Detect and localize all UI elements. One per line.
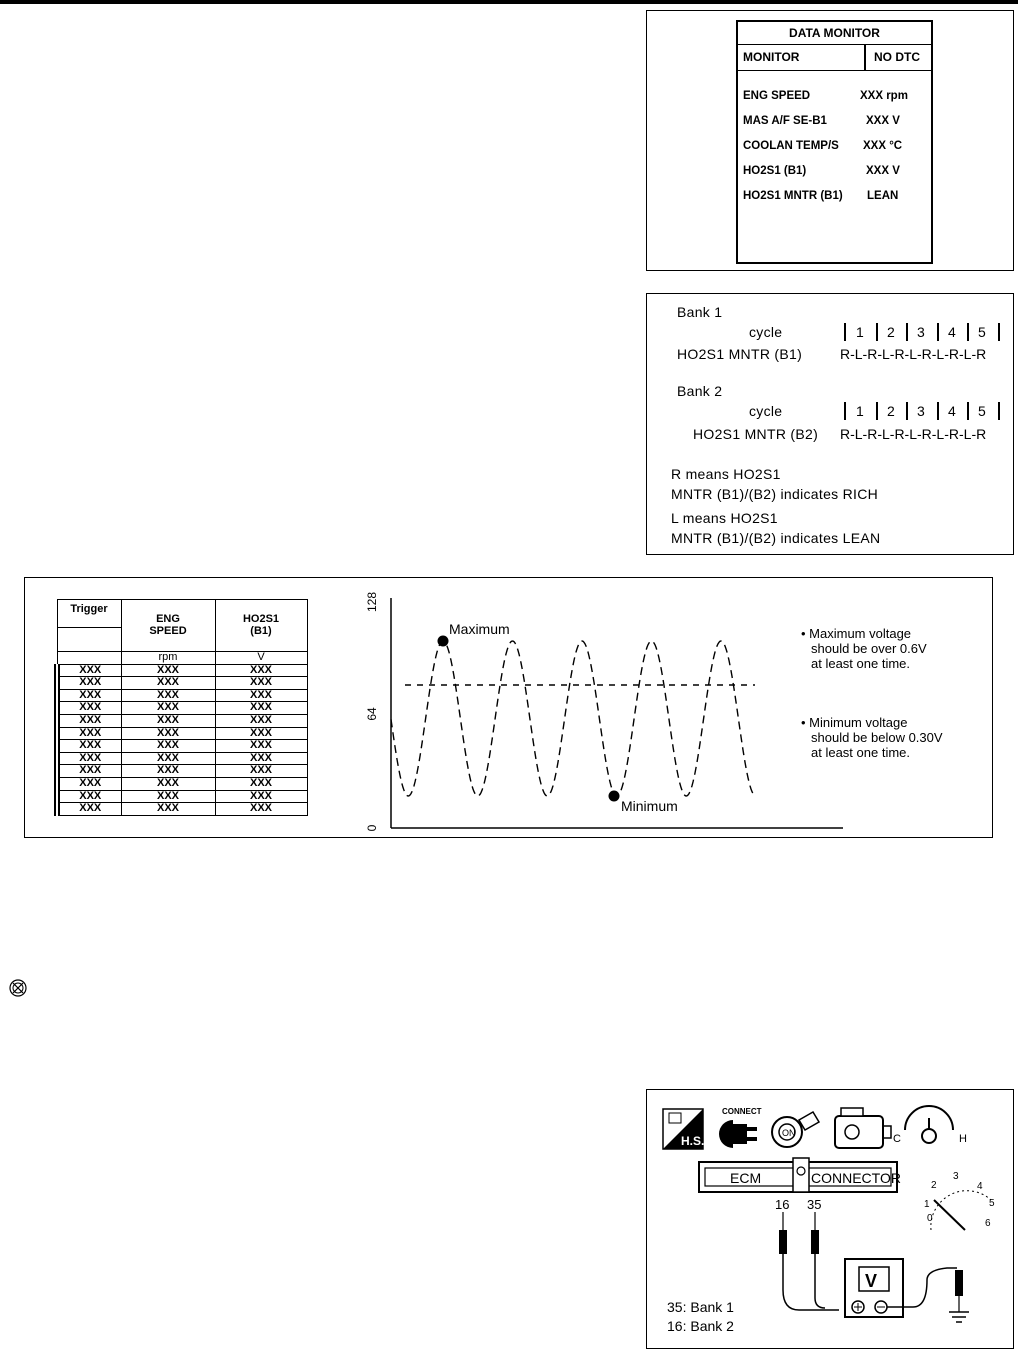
cycle-number: 1 (856, 403, 864, 419)
table-cell: XXX (121, 714, 215, 727)
monitor-item-name: COOLAN TEMP/S (743, 140, 839, 152)
voltmeter (845, 1259, 903, 1317)
data-monitor-screen (736, 20, 933, 264)
table-cell: XXX (215, 664, 307, 677)
inspection-icon (8, 978, 28, 998)
max-voltage-note (801, 626, 927, 671)
table-cell: XXX (121, 702, 215, 715)
table-cell: XXX (57, 777, 121, 790)
table-cell: XXX (121, 664, 215, 677)
pin-16-label: 16 (775, 1197, 790, 1212)
table-cell: XXX (57, 765, 121, 778)
table-cell: XXX (121, 752, 215, 765)
table-cell: XXX (215, 702, 307, 715)
table-cell: XXX (215, 714, 307, 727)
minimum-label: Minimum (621, 798, 678, 814)
cycle-label: cycle (749, 403, 783, 419)
table-cell: XXX (121, 740, 215, 753)
note-line: at least one time. (811, 656, 910, 671)
note-line: • Minimum voltage (801, 715, 908, 730)
table-cell: XXX (215, 677, 307, 690)
monitor-item-name: HO2S1 MNTR (B1) (743, 190, 843, 202)
monitor-item-value: LEAN (867, 190, 899, 202)
table-cell: XXX (215, 752, 307, 765)
ecm-connector-figure (646, 1089, 1014, 1349)
cycle-number: 4 (948, 324, 956, 340)
table-cell: XXX (121, 777, 215, 790)
probe-16 (779, 1212, 839, 1310)
cycle-number: 5 (978, 403, 986, 419)
engine-icon (835, 1108, 891, 1148)
table-cell: XXX (57, 689, 121, 702)
ho2s1-waveform-figure (24, 577, 993, 838)
legend-bank1: 35: Bank 1 (667, 1299, 734, 1315)
page-top-rule (0, 0, 1018, 4)
table-cell: XXX (215, 727, 307, 740)
unit-cell: rpm (121, 652, 215, 665)
ecm-text: ECM (730, 1170, 762, 1186)
hot-text: H (959, 1133, 967, 1145)
data-monitor-header (738, 44, 931, 71)
dial-tick: 0 (927, 1213, 933, 1224)
unit-cell: V (215, 652, 307, 665)
pin-35-label: 35 (807, 1197, 822, 1212)
temperature-gauge-icon (893, 1106, 967, 1145)
bank1-pattern: R-L-R-L-R-L-R-L-R-L-R (840, 346, 987, 362)
connector-text: CONNECTOR (811, 1170, 901, 1186)
dial-tick: 4 (977, 1181, 983, 1192)
y-tick-0: 0 (365, 824, 379, 832)
table-cell: XXX (57, 664, 121, 677)
no-dtc-label: NO DTC (874, 50, 920, 64)
eng-speed-header-line1: ENG (156, 612, 180, 625)
y-tick-64: 64 (365, 707, 379, 721)
data-monitor-title: DATA MONITOR (738, 22, 931, 45)
table-cell: XXX (215, 765, 307, 778)
monitor-item-value: XXX rpm (860, 90, 908, 102)
cycle-number: 2 (887, 403, 895, 419)
table-cell: XXX (57, 752, 121, 765)
table-cell: XXX (121, 689, 215, 702)
table-cell: XXX (215, 689, 307, 702)
bank2-monitor: HO2S1 MNTR (B2) (693, 426, 819, 442)
monitor-label: MONITOR (743, 50, 800, 64)
table-cell: XXX (215, 790, 307, 803)
lean-note-line2: MNTR (B1)/(B2) indicates LEAN (671, 530, 881, 546)
cycle-number: 1 (856, 324, 864, 340)
bank1-label: Bank 1 (677, 304, 723, 320)
table-cell: XXX (215, 777, 307, 790)
connect-icon (719, 1107, 762, 1148)
table-cell: XXX (121, 677, 215, 690)
table-cell: XXX (121, 727, 215, 740)
trigger-header: Trigger (57, 600, 121, 628)
cycle-number: 3 (917, 324, 925, 340)
hs-icon (663, 1109, 704, 1149)
monitor-item-value: XXX V (866, 165, 900, 177)
table-cell: XXX (57, 790, 121, 803)
note-line: • Maximum voltage (801, 626, 912, 641)
voltmeter-dial-icon (924, 1171, 995, 1230)
monitor-item-value: XXX V (866, 115, 900, 127)
y-tick-128: 128 (365, 591, 379, 613)
cycle-number: 3 (917, 403, 925, 419)
dial-tick: 2 (931, 1180, 937, 1191)
ignition-on-icon (772, 1112, 819, 1147)
note-line: at least one time. (811, 745, 910, 760)
rich-note-line1: R means HO2S1 (671, 466, 781, 482)
cycle-number: 2 (887, 324, 895, 340)
bank1-monitor: HO2S1 MNTR (B1) (677, 346, 803, 362)
monitor-item-name: HO2S1 (B1) (743, 165, 807, 177)
ho2s1-header-line1: HO2S1 (242, 612, 280, 625)
hs-text: H.S. (681, 1134, 705, 1148)
table-cell: XXX (57, 727, 121, 740)
table-cell: XXX (57, 677, 121, 690)
minimum-point (609, 791, 620, 802)
cycle-number: 4 (948, 403, 956, 419)
voltage-waveform (391, 641, 753, 796)
table-cell: XXX (57, 740, 121, 753)
legend-bank2: 16: Bank 2 (667, 1318, 734, 1334)
bank-cycle-figure (646, 293, 1014, 555)
meter-v-text: V (865, 1271, 878, 1291)
probe-35 (811, 1212, 825, 1308)
waveform-chart (25, 578, 991, 836)
cycle-label: cycle (749, 324, 783, 340)
lean-note-line1: L means HO2S1 (671, 510, 778, 526)
monitor-item-value: XXX °C (863, 140, 903, 152)
dial-tick: 6 (985, 1218, 991, 1229)
maximum-point (438, 636, 449, 647)
eng-speed-header-line2: SPEED (149, 624, 187, 637)
table-cell: XXX (57, 714, 121, 727)
ho2s1-header-line2: (B1) (250, 624, 272, 637)
monitor-item-name: MAS A/F SE-B1 (743, 115, 827, 127)
table-cell: XXX (57, 803, 121, 816)
note-line: should be over 0.6V (811, 641, 927, 656)
table-cell: XXX (57, 702, 121, 715)
on-text: ON (782, 1128, 796, 1138)
note-line: should be below 0.30V (811, 730, 943, 745)
dial-tick: 3 (953, 1171, 959, 1182)
connect-text: CONNECT (722, 1107, 762, 1116)
dial-tick: 1 (924, 1199, 930, 1210)
maximum-label: Maximum (449, 621, 510, 637)
table-cell: XXX (121, 790, 215, 803)
table-cell: XXX (121, 765, 215, 778)
table-cell: XXX (215, 803, 307, 816)
monitor-item-name: ENG SPEED (743, 90, 811, 102)
table-cell: XXX (215, 740, 307, 753)
table-cell: XXX (121, 803, 215, 816)
bank2-label: Bank 2 (677, 383, 723, 399)
cycle-number: 5 (978, 324, 986, 340)
dial-tick: 5 (989, 1198, 995, 1209)
bank2-pattern: R-L-R-L-R-L-R-L-R-L-R (840, 426, 987, 442)
rich-note-line2: MNTR (B1)/(B2) indicates RICH (671, 486, 879, 502)
data-monitor-figure (646, 10, 1014, 271)
min-voltage-note (801, 715, 943, 760)
ecm-connector (699, 1158, 901, 1192)
cold-text: C (893, 1133, 901, 1145)
